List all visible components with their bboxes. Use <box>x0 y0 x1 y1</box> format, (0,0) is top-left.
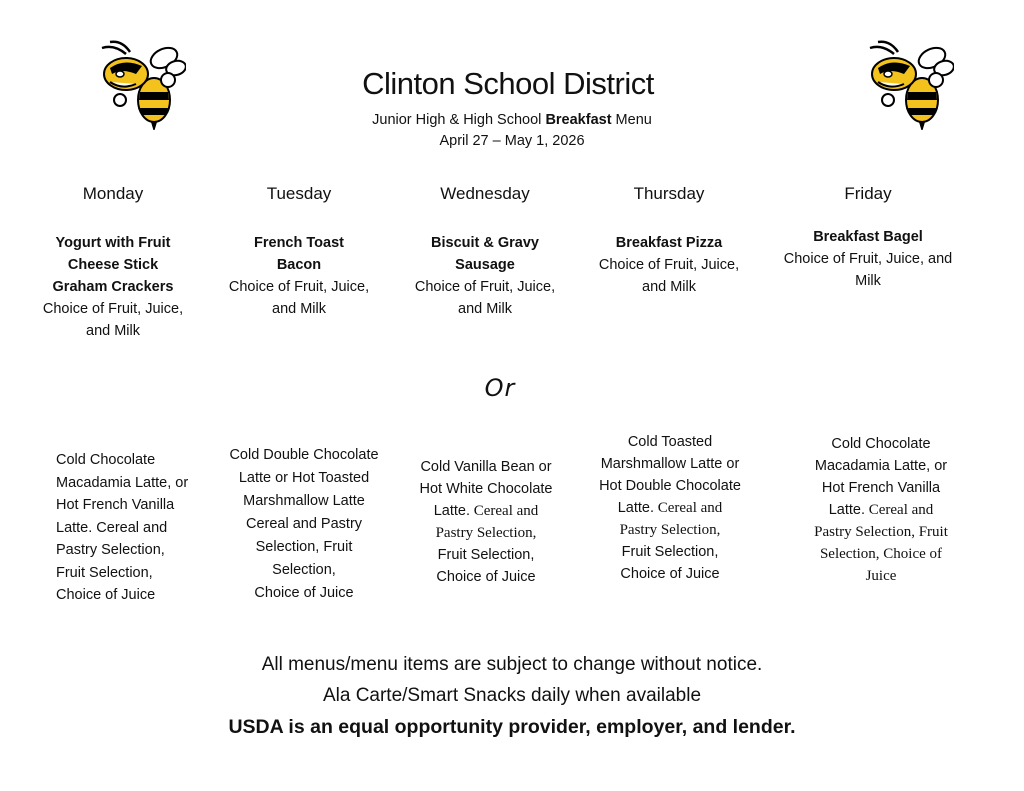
alt-line: Choice of Juice <box>56 587 156 603</box>
menu-item: Yogurt with Fruit <box>55 235 171 251</box>
alt-text-serif: Cereal and <box>864 502 934 518</box>
footer-disclaimer: All menus/menu items are subject to change without notice. <box>261 654 763 675</box>
alt-line: Choice of Juice <box>254 585 354 601</box>
alt-text-serif: Cereal and <box>469 503 539 519</box>
alt-line: Hot White Chocolate <box>419 481 553 497</box>
alt-line <box>398 500 574 522</box>
alt-line: Fruit Selection, <box>56 564 153 581</box>
alt-line <box>582 497 758 519</box>
menu-item: Cheese Stick <box>67 257 159 273</box>
alt-line: Latte or Hot Toasted <box>238 470 370 486</box>
alternative-friday <box>792 433 970 587</box>
menu-note: Choice of Fruit, Juice, <box>598 257 740 273</box>
alternative-monday <box>56 449 216 607</box>
or-separator: Or <box>484 374 516 402</box>
alt-line: Cold Toasted <box>627 434 713 450</box>
menu-monday <box>25 232 201 342</box>
alt-line: Cold Chocolate <box>831 436 931 452</box>
menu-thursday <box>581 232 757 298</box>
alt-line: Fruit Selection, <box>437 547 535 563</box>
alt-line <box>792 499 970 521</box>
alt-line: Marshmallow Latte or <box>600 456 740 472</box>
alternative-thursday <box>582 431 758 585</box>
alt-line: Pastry Selection, <box>619 522 721 538</box>
alternative-tuesday <box>216 444 392 605</box>
menu-item: Breakfast Pizza <box>615 235 723 251</box>
menu-item: French Toast <box>254 235 344 251</box>
alt-line: Macadamia Latte, or <box>56 474 189 491</box>
alt-line: Selection, <box>272 562 336 578</box>
menu-subtitle <box>0 110 1024 152</box>
menu-item: Sausage <box>455 257 515 273</box>
date-range: April 27 – May 1, 2026 <box>439 133 585 149</box>
day-name-monday: Monday <box>82 184 144 203</box>
day-name-tuesday: Tuesday <box>266 184 332 203</box>
alt-line: Hot French Vanilla <box>821 480 941 496</box>
subtitle-suffix: Menu <box>611 112 652 128</box>
page-title: Clinton School District <box>362 66 654 101</box>
alt-line: Hot French Vanilla <box>56 497 175 513</box>
alt-line: Cereal and Pastry <box>245 516 363 532</box>
alt-line: Pastry Selection, Fruit <box>814 524 948 540</box>
alt-text-serif: Cereal and <box>653 500 723 516</box>
alt-text: Latte. <box>433 503 470 519</box>
alt-line: Cold Double Chocolate <box>229 447 379 463</box>
menu-item: Breakfast Bagel <box>813 229 923 245</box>
alternative-wednesday <box>398 456 574 588</box>
alt-line: Macadamia Latte, or <box>814 458 948 474</box>
menu-friday <box>770 226 966 292</box>
menu-note: and Milk <box>642 279 696 295</box>
day-name-wednesday: Wednesday <box>440 184 530 203</box>
menu-item: Bacon <box>276 257 322 273</box>
day-name-friday: Friday <box>844 184 892 203</box>
menu-note: and Milk <box>458 301 512 317</box>
menu-note: Choice of Fruit, Juice, <box>414 279 556 295</box>
menu-note: and Milk <box>86 323 140 339</box>
alt-line: Pastry Selection, <box>435 525 537 541</box>
menu-note: Choice of Fruit, Juice, and <box>783 251 953 267</box>
menu-note: Milk <box>855 273 881 289</box>
alt-line: Juice <box>865 568 897 584</box>
subtitle-prefix: Junior High & High School <box>372 112 546 128</box>
alt-text: Latte. <box>617 500 654 516</box>
alt-line: Selection, Fruit <box>255 539 353 555</box>
menu-note: Choice of Fruit, Juice, <box>228 279 370 295</box>
menu-wednesday <box>397 232 573 320</box>
alt-text: Latte. <box>828 502 865 518</box>
subtitle-meal: Breakfast <box>545 112 612 128</box>
alt-line: Selection, Choice of <box>819 546 943 562</box>
alt-line: Choice of Juice <box>436 569 536 585</box>
footer-snacks: Ala Carte/Smart Snacks daily when available <box>322 685 702 706</box>
menu-item: Graham Crackers <box>52 279 174 295</box>
menu-tuesday <box>211 232 387 320</box>
menu-note: and Milk <box>272 301 326 317</box>
alt-line: Pastry Selection, <box>56 542 165 558</box>
menu-note: Choice of Fruit, Juice, <box>42 301 184 317</box>
alt-line: Cold Vanilla Bean or <box>420 459 552 475</box>
alt-line: Marshmallow Latte <box>243 493 365 509</box>
alt-line: Fruit Selection, <box>621 544 719 560</box>
alt-line: Hot Double Chocolate <box>599 478 741 494</box>
menu-item: Biscuit & Gravy <box>431 235 539 251</box>
alt-line: Choice of Juice <box>620 566 720 582</box>
alt-line: Cold Chocolate <box>56 452 156 468</box>
day-name-thursday: Thursday <box>633 184 705 203</box>
alt-line: Latte. Cereal and <box>56 519 168 536</box>
footer-usda-statement: USDA is an equal opportunity provider, employer, and lender. <box>228 716 796 738</box>
